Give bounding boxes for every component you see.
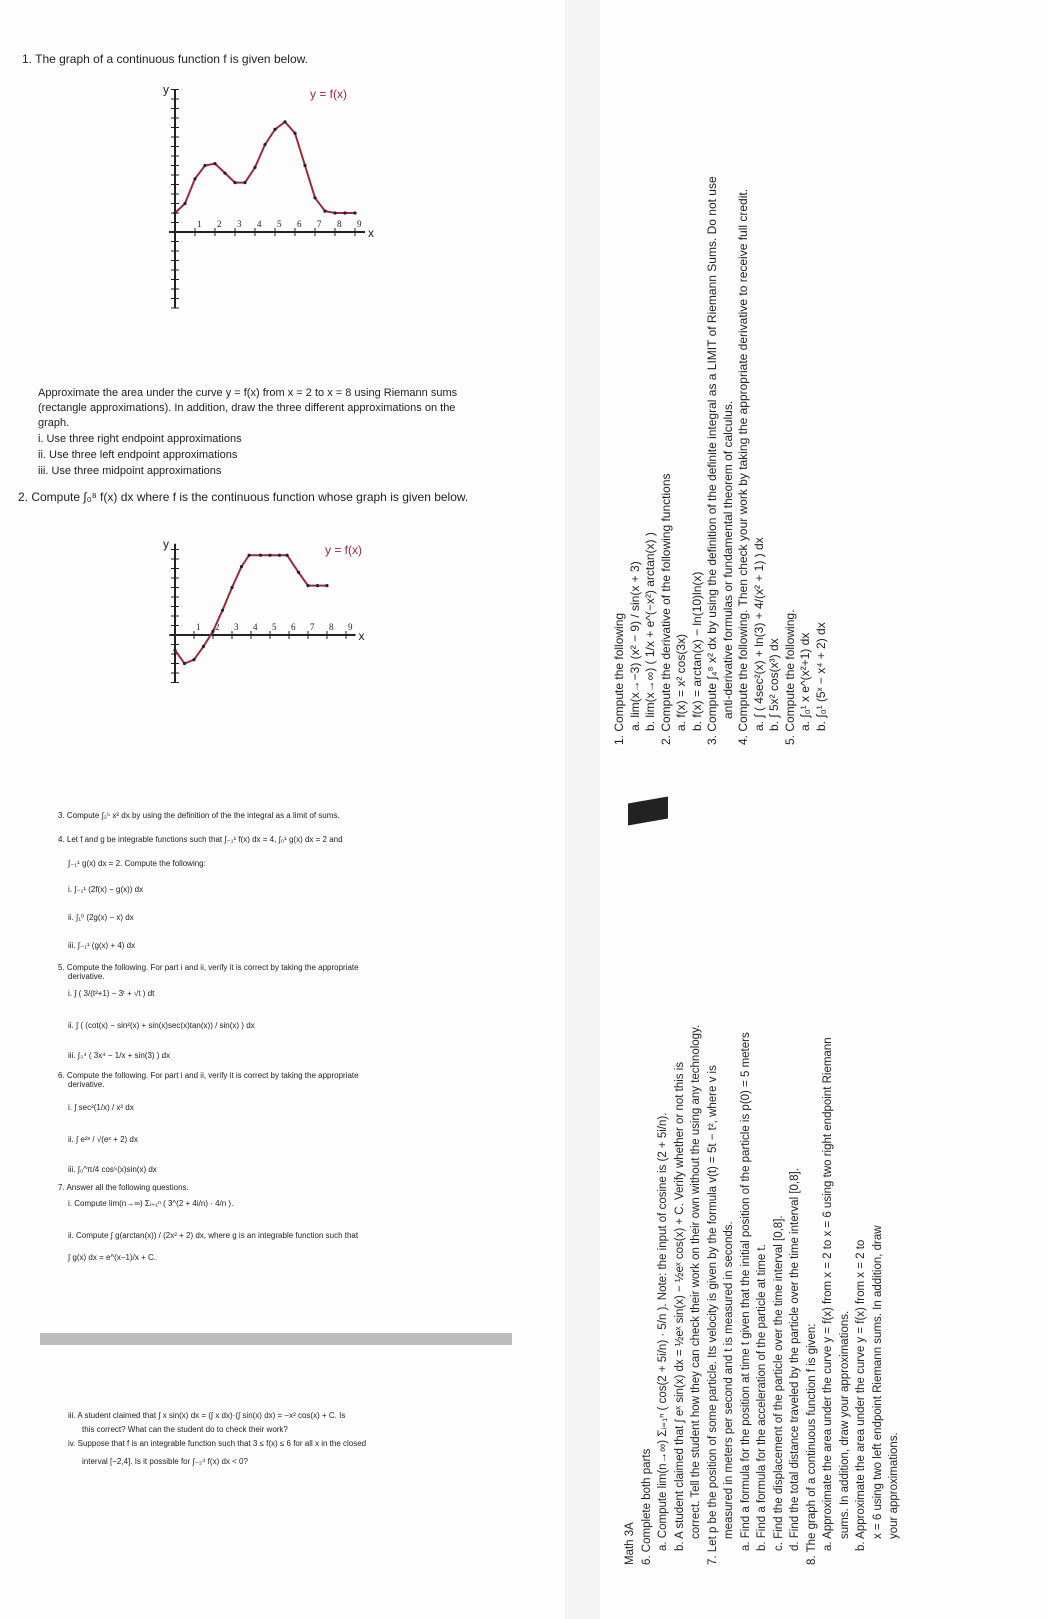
right_bottom-line: d. Find the total distance traveled by the particle over the time interval [0,8].	[789, 1168, 801, 1551]
page-gap	[565, 0, 600, 1619]
x-tick-label: 4	[257, 219, 262, 229]
q6-line2: derivative.	[68, 1080, 105, 1089]
q4-part-ii: ii. ∫₁⁰ (2g(x) − x) dx	[68, 913, 134, 922]
right_bottom-line: a. Compute lim(n→∞) Σᵢ₌₁ⁿ ( cos(2 + 5i/n) · 5/n ). Note: the input of cosine is (2 + 5i/n).	[657, 1112, 669, 1551]
right_bottom-line: your approximations.	[888, 1432, 900, 1539]
curve-point	[313, 196, 316, 199]
curve-point	[323, 210, 326, 213]
right_bottom-line: Math 3A	[624, 1522, 636, 1565]
x-tick-label: 7	[310, 622, 315, 632]
q5-part-i: i. ∫ ( 3/(t²+1) − 3ᵗ + √t ) dt	[68, 989, 155, 998]
q1-prompt-1: Approximate the area under the curve y = f(x) from x = 2 to x = 8 using Riemann sums	[38, 387, 458, 399]
curve-point	[183, 202, 186, 205]
right_bottom-line: b. Find a formula for the acceleration of the particle at time t.	[756, 1244, 768, 1551]
curve-point	[303, 164, 306, 167]
curve-point	[353, 211, 356, 214]
right_top-line: 5. Compute the following.	[782, 609, 797, 745]
curve-point	[240, 565, 243, 568]
function-curve	[175, 122, 355, 213]
x-tick-label: 6	[297, 219, 302, 229]
x-tick-label: 9	[357, 219, 362, 229]
q7-part-iv: iv. Suppose that f is an integrable function such that 3 ≤ f(x) ≤ 6 for all x in the closed	[68, 1439, 367, 1448]
curve-point	[192, 658, 195, 661]
x-tick-label: 2	[215, 622, 220, 632]
q3: 3. Compute ∫₂⁵ x² dx by using the definition of the the integral as a limit of sums.	[58, 811, 340, 820]
x-tick-label: 3	[234, 622, 239, 632]
curve-point	[193, 177, 196, 180]
curve-point	[211, 630, 214, 633]
rotated-page-bottom	[622, 795, 912, 1565]
right_bottom-line: a. Approximate the area under the curve y = f(x) from x = 2 to x = 6 using two right endpoint Riemann	[822, 1037, 834, 1551]
x-tick-label: 3	[237, 219, 242, 229]
q1-title: 1. The graph of a continuous function f is given below.	[22, 52, 308, 66]
right_bottom-line: x = 6 using two left endpoint Riemann sums. In addition, draw	[871, 1225, 884, 1539]
curve-point	[268, 554, 271, 557]
curve-point	[325, 584, 328, 587]
q6-part-i: i. ∫ sec²(1/x) / x² dx	[68, 1103, 134, 1112]
x-tick-label: 1	[197, 219, 202, 229]
curve-point	[223, 172, 226, 175]
function-curve	[175, 555, 327, 663]
curve-point	[248, 554, 251, 557]
q4-line2: ∫₋₁¹ g(x) dx = 2. Compute the following:	[68, 859, 206, 868]
right_bottom-line: sums. In addition, draw your approximations.	[838, 1310, 851, 1539]
curve-point	[343, 211, 346, 214]
x-tick-label: 5	[272, 622, 277, 632]
y-axis-label: y	[163, 82, 169, 97]
right_top-line: 3. Compute ∫₄⁸ x² dx by using the definition of the definite integral as a LIMIT of Riemann Sums. Do not use	[705, 176, 719, 745]
curve-point	[273, 128, 276, 131]
graph-1	[140, 80, 380, 320]
x-tick-label: 8	[337, 219, 342, 229]
q5-line2: derivative.	[68, 972, 105, 981]
right_top-line: b. ∫₀¹ (5ˣ − x⁴ + 2) dx	[813, 622, 828, 731]
q7-part-ii-given: ∫ g(x) dx = e^(x−1)/x + C.	[68, 1253, 156, 1262]
q1-prompt-2: (rectangle approximations). In addition, draw the three different approximations on the	[38, 402, 456, 414]
curve-point	[230, 586, 233, 589]
q1-part-ii: ii. Use three left endpoint approximations	[38, 449, 238, 461]
q1-prompt-3: graph.	[38, 417, 70, 429]
right_top-line: 4. Compute the following. Then check your work by taking the appropriate derivative to receive full credit.	[736, 188, 750, 745]
curve-point	[183, 662, 186, 665]
x-tick-label: 7	[317, 219, 322, 229]
right_bottom-line: c. Find the displacement of the particle over the time interval [0,8].	[772, 1215, 785, 1551]
scan-divider	[40, 1333, 512, 1345]
q6-part-iii: iii. ∫₀^π/4 cos⁵(x)sin(x) dx	[68, 1165, 157, 1174]
right_top-line: a. lim(x→−3) (x² − 9) / sin(x + 3)	[627, 561, 642, 731]
curve-point	[306, 584, 309, 587]
x-tick-label: 6	[291, 622, 296, 632]
q1-part-iii: iii. Use three midpoint approximations	[38, 465, 222, 477]
q7-part-iii: iii. A student claimed that ∫ x sin(x) dx = (∫ x dx)·(∫ sin(x) dx) = −x² cos(x) + C. Is	[68, 1411, 346, 1420]
graph-2	[140, 530, 380, 730]
right_top-line: b. f(x) = arctan(x) − ln(10)ln(x)	[689, 571, 704, 731]
q1-part-i: i. Use three right endpoint approximations	[38, 433, 242, 445]
curve-point	[263, 143, 266, 146]
q5-line1: 5. Compute the following. For part i and ii, verify it is correct by taking the appropriate	[58, 963, 359, 972]
graph-label: y = f(x)	[325, 543, 363, 557]
curve-point	[202, 645, 205, 648]
right_top-line: 1. Compute the following	[612, 612, 626, 745]
graph-label: y = f(x)	[310, 87, 348, 101]
x-tick-label: 1	[196, 622, 201, 632]
q2-title: 2. Compute ∫₀⁸ f(x) dx where f is the continuous function whose graph is given below.	[18, 490, 469, 504]
rotated-page-top	[612, 30, 828, 745]
q4-part-i: i. ∫₋₁¹ (2f(x) − g(x)) dx	[68, 885, 144, 894]
right_top-line: a. f(x) = x² cos(3x)	[674, 633, 688, 731]
x-tick-label: 4	[253, 622, 258, 632]
q4-line1: 4. Let f and g be integrable functions such that ∫₋₁¹ f(x) dx = 4, ∫₀¹ g(x) dx = 2 and	[58, 835, 343, 844]
x-tick-label: 2	[217, 219, 222, 229]
y-axis-label: y	[163, 536, 169, 551]
x-tick-label: 5	[277, 219, 282, 229]
q7-part-ii: ii. Compute ∫ g(arctan(x)) / (2x² + 2) dx, where g is an integrable function such that	[68, 1231, 359, 1240]
q7-part-iii-cont: this correct? What can the student do to check their work?	[82, 1425, 288, 1434]
q6-line1: 6. Compute the following. For part i and ii, verify it is correct by taking the appropriate	[58, 1071, 359, 1080]
right_bottom-line: measured in meters per second and t is measured in seconds.	[723, 1221, 735, 1539]
q7-part-i: i. Compute lim(n→∞) Σᵢ₌₁ⁿ ( 3^(2 + 4i/n) · 4/n ).	[68, 1199, 234, 1208]
right_bottom-line: 7. Let p be the position of some particle. Its velocity is given by the formula v(t) = 5t − t², where v is	[706, 1065, 719, 1565]
right_bottom-line: b. Approximate the area under the curve y = f(x) from x = 2 to	[855, 1239, 867, 1551]
curve-point	[233, 181, 236, 184]
x-axis-label: x	[358, 629, 365, 643]
right_bottom-line: a. Find a formula for the position at time t given that the initial position of the particle is p(0) = 5 meters	[739, 1032, 752, 1551]
right_top-line: b. lim(x→∞) ( 1/x + e^(−x²) arctan(x) )	[643, 532, 657, 731]
right_top-line: b. ∫ 5x² cos(x³) dx	[767, 638, 781, 731]
curve-point	[203, 164, 206, 167]
right_top-line: anti-derivative formulas or fundamental theorem of calculus.	[720, 400, 735, 719]
q7-title: 7. Answer all the following questions.	[58, 1183, 189, 1192]
curve-point	[283, 120, 286, 123]
right_top-line: 2. Compute the derivative of the following functions	[658, 473, 673, 745]
right_top-line: a. ∫ ( 4sec²(x) + ln(3) + 4/(x² + 1) ) dx	[751, 537, 766, 731]
q5-part-ii: ii. ∫ ( (cot(x) − sin²(x) + sin(x)sec(x)tan(x)) / sin(x) ) dx	[68, 1021, 255, 1030]
right_top-line: a. ∫₀¹ x e^(x²+1) dx	[798, 632, 812, 731]
curve-point	[333, 211, 336, 214]
q4-part-iii: iii. ∫₋₁¹ (g(x) + 4) dx	[68, 941, 136, 950]
curve-point	[221, 609, 224, 612]
x-tick-label: 9	[348, 622, 353, 632]
x-axis-label: x	[368, 226, 374, 240]
curve-point	[253, 166, 256, 169]
curve-point	[293, 132, 296, 135]
curve-point	[173, 649, 176, 652]
q5-part-iii: iii. ∫₃⁴ ( 3x⁴ − 1/x + sin(3) ) dx	[68, 1051, 171, 1060]
right_bottom-line: 8. The graph of a continuous function f is given:	[805, 1323, 818, 1565]
curve-point	[213, 162, 216, 165]
q6-part-ii: ii. ∫ e²ˣ / √(eˣ + 2) dx	[68, 1135, 138, 1144]
curve-point	[243, 181, 246, 184]
q7-part-iv-cont: interval [−2,4]. Is it possible for ∫₋₂⁴ f(x) dx < 0?	[82, 1457, 248, 1466]
curve-point	[259, 554, 262, 557]
right_bottom-line: 6. Complete both parts	[640, 1448, 653, 1565]
curve-point	[297, 571, 300, 574]
x-tick-label: 8	[329, 622, 334, 632]
curve-point	[316, 584, 319, 587]
curve-point	[286, 554, 289, 557]
curve-point	[173, 211, 176, 214]
right_bottom-line: b. A student claimed that ∫ eˣ sin(x) dx = ½eˣ sin(x) − ½eˣ cos(x) + C. Verify whether or not this is	[673, 1061, 686, 1551]
right_bottom-line: correct. Tell the student how they can check their work on their own without the using any technology.	[690, 1024, 702, 1539]
curve-point	[278, 554, 281, 557]
